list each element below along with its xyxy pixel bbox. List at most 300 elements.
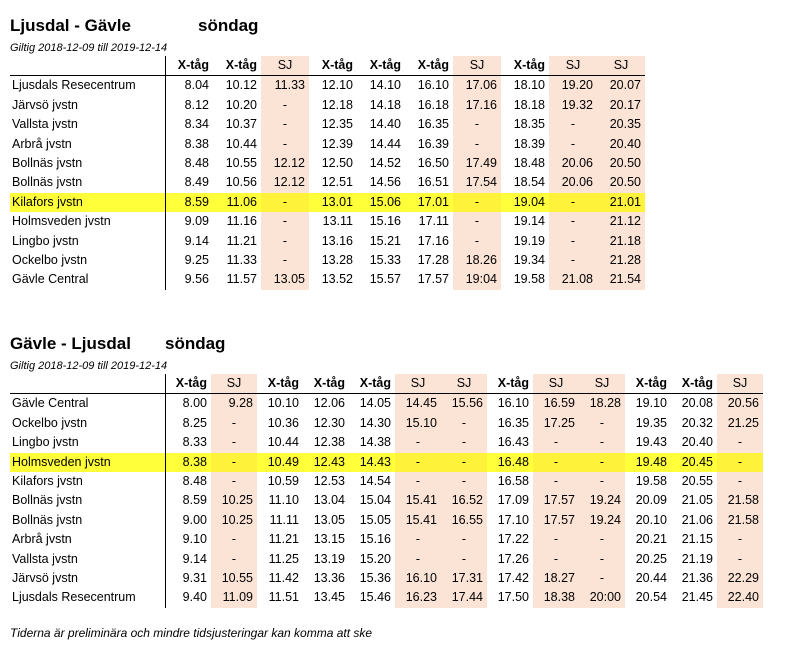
departure-time: 20.55: [681, 474, 713, 489]
departure-time: -: [579, 569, 625, 588]
departure-time: 16.58: [497, 474, 529, 489]
departure-time: -: [533, 433, 579, 452]
validity-text: Giltig 2018-12-09 till 2019-12-14: [10, 360, 168, 372]
train-type-header: X-tåg: [175, 376, 207, 390]
timetable-row: [10, 414, 763, 433]
train-type-header: SJ: [533, 374, 579, 394]
station-name: Vallsta jvstn: [10, 115, 165, 134]
train-type-header: X-tåg: [497, 376, 529, 390]
departure-time: 11.33: [261, 76, 309, 96]
departure-time: 20.54: [635, 590, 667, 605]
departure-time: 12.18: [321, 97, 353, 112]
departure-time: 13.45: [313, 590, 345, 605]
departure-time: 14.18: [369, 97, 401, 112]
departure-time: -: [453, 232, 501, 251]
departure-time: -: [211, 433, 257, 452]
departure-time: 14.56: [369, 175, 401, 190]
departure-time: -: [395, 472, 441, 491]
departure-time: 19.43: [635, 435, 667, 450]
departure-time: 21.28: [597, 251, 645, 270]
departure-time: 21.08: [549, 270, 597, 289]
departure-time: 13.16: [321, 233, 353, 248]
departure-time: 18.28: [579, 394, 625, 414]
departure-time: 22.29: [717, 569, 763, 588]
departure-time: 9.00: [182, 512, 207, 527]
timetable-row: [10, 270, 645, 289]
departure-time: 20:00: [579, 588, 625, 607]
departure-time: 15.16: [359, 532, 391, 547]
departure-time: 15.36: [359, 571, 391, 586]
departure-time: 14.44: [369, 136, 401, 151]
departure-time: 9.31: [182, 571, 207, 586]
departure-time: 8.48: [184, 156, 209, 171]
departure-time: 20.50: [597, 173, 645, 192]
timetable-ljusdal-gavle: [10, 16, 645, 290]
departure-time: 17.11: [418, 214, 449, 229]
departure-time: 20.09: [635, 493, 667, 508]
departure-time: 13.28: [321, 253, 353, 268]
timetable-row: [10, 154, 645, 173]
departure-time: 17.16: [417, 233, 449, 248]
timetable-row: [10, 511, 763, 530]
departure-time: 16.55: [441, 511, 487, 530]
departure-time: 8.12: [184, 97, 209, 112]
departure-time: -: [441, 433, 487, 452]
departure-time: 18.39: [513, 136, 545, 151]
departure-time: 20.35: [597, 115, 645, 134]
departure-time: -: [579, 472, 625, 491]
header-row: [10, 56, 645, 76]
day-label: söndag: [198, 16, 259, 35]
departure-time: 21.54: [597, 270, 645, 289]
departure-time: 11.10: [268, 493, 299, 508]
departure-time: -: [211, 414, 257, 433]
station-name: Arbrå jvstn: [10, 530, 165, 549]
departure-time: 21.12: [597, 212, 645, 231]
departure-time: 8.48: [182, 474, 207, 489]
departure-time: 14.54: [359, 474, 391, 489]
departure-time: 11.16: [226, 214, 257, 229]
departure-time: 14.05: [359, 396, 391, 411]
departure-time: 11.25: [268, 551, 299, 566]
departure-time: -: [549, 135, 597, 154]
departure-time: -: [395, 453, 441, 472]
train-type-header: SJ: [453, 56, 501, 76]
departure-time: 11.51: [268, 590, 299, 605]
departure-time: 8.59: [182, 493, 207, 508]
departure-time: 8.00: [182, 396, 207, 411]
departure-time: 21.18: [597, 232, 645, 251]
timetable-row: [10, 453, 763, 472]
departure-time: -: [211, 453, 257, 472]
departure-time: 17.57: [533, 511, 579, 530]
departure-time: 9.14: [182, 551, 207, 566]
departure-time: 14.10: [369, 78, 401, 93]
departure-time: 19.58: [635, 474, 667, 489]
departure-time: 21.19: [681, 551, 713, 566]
route-title: Ljusdal - Gävle: [10, 16, 131, 35]
departure-time: 10.55: [211, 569, 257, 588]
departure-time: 21.36: [681, 571, 713, 586]
departure-time: 10.59: [267, 474, 299, 489]
departure-time: 19.04: [501, 193, 549, 212]
departure-time: 11.33: [226, 253, 257, 268]
departure-time: 15.41: [395, 491, 441, 510]
departure-time: 17.22: [497, 532, 529, 547]
timetable-row: [10, 472, 763, 491]
departure-time: 16.10: [395, 569, 441, 588]
departure-time: 16.35: [417, 117, 449, 132]
station-name: Ockelbo jvstn: [10, 414, 165, 433]
departure-time: 8.49: [184, 175, 209, 190]
departure-time: 11.57: [226, 272, 257, 287]
departure-time: 12.51: [321, 175, 353, 190]
departure-time: 15.41: [395, 511, 441, 530]
station-name: Bollnäs jvstn: [10, 491, 165, 510]
departure-time: 11.21: [226, 233, 257, 248]
timetable-header: [10, 334, 763, 358]
departure-time: -: [533, 550, 579, 569]
train-type-header: X-tåg: [369, 58, 401, 72]
departure-time: 13.04: [313, 493, 345, 508]
departure-time: 16.50: [417, 156, 449, 171]
departure-time: 10.20: [225, 97, 257, 112]
station-header: [10, 374, 165, 394]
departure-time: 10.10: [267, 396, 299, 411]
timetable-row: [10, 394, 763, 414]
departure-time: 21.15: [681, 532, 713, 547]
departure-time: 21.58: [717, 511, 763, 530]
departure-time: 20.06: [549, 154, 597, 173]
timetable-row: [10, 530, 763, 549]
departure-time: -: [549, 212, 597, 231]
departure-time: 17.44: [441, 588, 487, 607]
departure-time: 20.40: [597, 135, 645, 154]
departure-time: 19.48: [625, 453, 671, 472]
departure-time: 9.09: [184, 214, 209, 229]
station-name: Gävle Central: [10, 394, 165, 414]
departure-time: 11.06: [213, 193, 261, 212]
train-type-header: SJ: [441, 374, 487, 394]
train-type-header: X-tåg: [359, 376, 391, 390]
departure-time: 17.26: [497, 551, 529, 566]
departure-time: 14.30: [359, 415, 391, 430]
departure-time: 15.04: [359, 493, 391, 508]
departure-time: -: [579, 530, 625, 549]
departure-time: 14.45: [395, 394, 441, 414]
route-title: Gävle - Ljusdal: [10, 334, 131, 353]
departure-time: 15.46: [359, 590, 391, 605]
departure-time: 12.12: [261, 173, 309, 192]
timetable-row: [10, 588, 763, 607]
departure-time: -: [441, 414, 487, 433]
departure-time: 20.56: [717, 394, 763, 414]
departure-time: 9.40: [182, 590, 207, 605]
departure-time: -: [549, 115, 597, 134]
departure-time: -: [261, 193, 309, 212]
timetable-row: [10, 135, 645, 154]
timetable-table: [10, 374, 763, 608]
departure-time: 8.38: [165, 453, 211, 472]
departure-time: 17.09: [497, 493, 529, 508]
departure-time: 12.50: [321, 156, 353, 171]
departure-time: -: [453, 135, 501, 154]
departure-time: 9.10: [182, 532, 207, 547]
station-name: Bollnäs jvstn: [10, 511, 165, 530]
train-type-header: X-tåg: [321, 58, 353, 72]
train-type-header: X-tåg: [267, 376, 299, 390]
departure-time: 10.55: [225, 156, 257, 171]
train-type-header: SJ: [261, 56, 309, 76]
departure-time: 17.31: [441, 569, 487, 588]
departure-time: 19.24: [579, 491, 625, 510]
station-name: Lingbo jvstn: [10, 433, 165, 452]
departure-time: -: [533, 453, 579, 472]
departure-time: 13.11: [322, 214, 353, 229]
departure-time: -: [261, 212, 309, 231]
timetable-row: [10, 569, 763, 588]
departure-time: 13.36: [313, 571, 345, 586]
departure-time: 19.58: [513, 272, 545, 287]
departure-time: 8.33: [182, 435, 207, 450]
departure-time: 20.21: [635, 532, 667, 547]
departure-time: 18.10: [513, 78, 545, 93]
station-name: Arbrå jvstn: [10, 135, 165, 154]
departure-time: 15.20: [359, 551, 391, 566]
departure-time: 13.05: [261, 270, 309, 289]
departure-time: -: [441, 550, 487, 569]
departure-time: 20.50: [597, 154, 645, 173]
station-name: Bollnäs jvstn: [10, 154, 165, 173]
departure-time: 11.09: [211, 588, 257, 607]
departure-time: 13.15: [313, 532, 345, 547]
departure-time: 17.01: [405, 193, 453, 212]
station-name: Ljusdals Resecentrum: [10, 588, 165, 607]
departure-time: 9.56: [184, 272, 209, 287]
departure-time: 15.10: [395, 414, 441, 433]
departure-time: -: [549, 251, 597, 270]
departure-time: 8.04: [184, 78, 209, 93]
departure-time: -: [395, 550, 441, 569]
departure-time: 19.10: [635, 396, 667, 411]
departure-time: 9.25: [184, 253, 209, 268]
departure-time: 17.16: [453, 96, 501, 115]
departure-time: 20.25: [635, 551, 667, 566]
departure-time: 10.25: [211, 511, 257, 530]
departure-time: -: [211, 550, 257, 569]
departure-time: -: [579, 453, 625, 472]
departure-time: 21.58: [717, 491, 763, 510]
departure-time: -: [717, 433, 763, 452]
departure-time: 11.21: [268, 532, 299, 547]
departure-time: 15.16: [369, 214, 401, 229]
departure-time: 19.32: [549, 96, 597, 115]
departure-time: -: [717, 453, 763, 472]
timetable-row: [10, 96, 645, 115]
departure-time: 17.25: [533, 414, 579, 433]
departure-time: 20.40: [681, 435, 713, 450]
departure-time: 16.52: [441, 491, 487, 510]
station-name: Holmsveden jvstn: [10, 453, 165, 472]
departure-time: -: [453, 193, 501, 212]
departure-time: -: [717, 550, 763, 569]
departure-time: 17.50: [497, 590, 529, 605]
departure-time: -: [261, 96, 309, 115]
station-name: Ockelbo jvstn: [10, 251, 165, 270]
departure-time: 16.18: [417, 97, 449, 112]
timetable-row: [10, 433, 763, 452]
departure-time: 15.33: [369, 253, 401, 268]
departure-time: 19.20: [549, 76, 597, 96]
departure-time: 17.49: [453, 154, 501, 173]
departure-time: 10.37: [225, 117, 257, 132]
departure-time: 18.27: [533, 569, 579, 588]
departure-time: -: [261, 251, 309, 270]
departure-time: 16.10: [417, 78, 449, 93]
departure-time: 12.38: [313, 435, 345, 450]
departure-time: 17.57: [533, 491, 579, 510]
departure-time: 14.43: [349, 453, 395, 472]
departure-time: 16.10: [497, 396, 529, 411]
train-type-header: X-tåg: [225, 58, 257, 72]
departure-time: 20.07: [597, 76, 645, 96]
train-type-header: X-tåg: [635, 376, 667, 390]
departure-time: -: [441, 530, 487, 549]
departure-time: -: [453, 115, 501, 134]
departure-time: 17.28: [417, 253, 449, 268]
departure-time: -: [395, 433, 441, 452]
departure-time: 17.42: [497, 571, 529, 586]
departure-time: 19.14: [513, 214, 545, 229]
departure-time: 12.43: [303, 453, 349, 472]
departure-time: -: [579, 414, 625, 433]
departure-time: -: [717, 530, 763, 549]
train-type-header: SJ: [717, 374, 763, 394]
departure-time: 13.05: [313, 512, 345, 527]
departure-time: 21.06: [681, 512, 713, 527]
station-name: Vallsta jvstn: [10, 550, 165, 569]
departure-time: 14.52: [369, 156, 401, 171]
station-name: Ljusdals Resecentrum: [10, 76, 165, 96]
departure-time: 16.48: [487, 453, 533, 472]
departure-time: 13.19: [313, 551, 345, 566]
departure-time: 10.25: [211, 491, 257, 510]
departure-time: 18.35: [513, 117, 545, 132]
departure-time: 12.06: [313, 396, 345, 411]
departure-time: -: [549, 232, 597, 251]
departure-time: -: [549, 193, 597, 212]
departure-time: 21.45: [681, 590, 713, 605]
station-name: Lingbo jvstn: [10, 232, 165, 251]
departure-time: 13.01: [309, 193, 357, 212]
train-type-header: SJ: [579, 374, 625, 394]
departure-time: 19.24: [579, 511, 625, 530]
departure-time: 15.21: [369, 233, 401, 248]
departure-time: 14.40: [369, 117, 401, 132]
timetable-row: [10, 115, 645, 134]
train-type-header: SJ: [597, 56, 645, 76]
timetable-row: [10, 212, 645, 231]
train-type-header: X-tåg: [417, 58, 449, 72]
departure-time: 13.52: [321, 272, 353, 287]
departure-time: 12.30: [313, 415, 345, 430]
departure-time: 19:04: [453, 270, 501, 289]
station-name: Järvsö jvstn: [10, 96, 165, 115]
departure-time: 16.35: [497, 415, 529, 430]
departure-time: 17.54: [453, 173, 501, 192]
timetable-row: [10, 193, 645, 212]
departure-time: 15.05: [359, 512, 391, 527]
departure-time: 16.51: [417, 175, 449, 190]
header-row: [10, 374, 763, 394]
departure-time: -: [453, 212, 501, 231]
departure-time: 20.45: [671, 453, 717, 472]
departure-time: 8.34: [184, 117, 209, 132]
departure-time: 12.10: [321, 78, 353, 93]
departure-time: 16.23: [395, 588, 441, 607]
departure-time: 16.43: [497, 435, 529, 450]
departure-time: 12.39: [321, 136, 353, 151]
departure-time: 9.14: [184, 233, 209, 248]
departure-time: -: [717, 472, 763, 491]
station-name: Järvsö jvstn: [10, 569, 165, 588]
departure-time: 12.12: [261, 154, 309, 173]
departure-time: 18.18: [513, 97, 545, 112]
departure-time: 19.35: [635, 415, 667, 430]
departure-time: 10.44: [225, 136, 257, 151]
departure-time: 16.39: [417, 136, 449, 151]
departure-time: 10.56: [225, 175, 257, 190]
departure-time: 11.11: [269, 512, 299, 527]
departure-time: 20.17: [597, 96, 645, 115]
departure-time: -: [211, 472, 257, 491]
departure-time: -: [533, 472, 579, 491]
timetable-table: [10, 56, 645, 290]
departure-time: 15.06: [357, 193, 405, 212]
departure-time: 20.08: [681, 396, 713, 411]
departure-time: -: [261, 232, 309, 251]
departure-time: 22.40: [717, 588, 763, 607]
departure-time: 19.34: [513, 253, 545, 268]
station-name: Kilafors jvstn: [10, 193, 165, 212]
station-name: Bollnäs jvstn: [10, 173, 165, 192]
validity-text: Giltig 2018-12-09 till 2019-12-14: [10, 42, 168, 54]
day-label: söndag: [165, 334, 226, 353]
timetable-row: [10, 76, 645, 96]
train-type-header: SJ: [211, 374, 257, 394]
departure-time: 9.28: [211, 394, 257, 414]
station-header: [10, 56, 165, 76]
departure-time: -: [395, 530, 441, 549]
timetable-row: [10, 491, 763, 510]
departure-time: 15.56: [441, 394, 487, 414]
departure-time: 11.42: [268, 571, 299, 586]
station-name: Holmsveden jvstn: [10, 212, 165, 231]
train-type-header: SJ: [549, 56, 597, 76]
train-type-header: X-tåg: [513, 58, 545, 72]
timetable-gavle-ljusdal: [10, 334, 763, 608]
departure-time: 10.12: [225, 78, 257, 93]
departure-time: 10.44: [267, 435, 299, 450]
departure-time: 8.59: [165, 193, 213, 212]
timetable-row: [10, 251, 645, 270]
departure-time: 21.05: [681, 493, 713, 508]
departure-time: 20.44: [635, 571, 667, 586]
train-type-header: X-tåg: [681, 376, 713, 390]
departure-time: 18.26: [453, 251, 501, 270]
timetable-row: [10, 232, 645, 251]
departure-time: -: [441, 453, 487, 472]
